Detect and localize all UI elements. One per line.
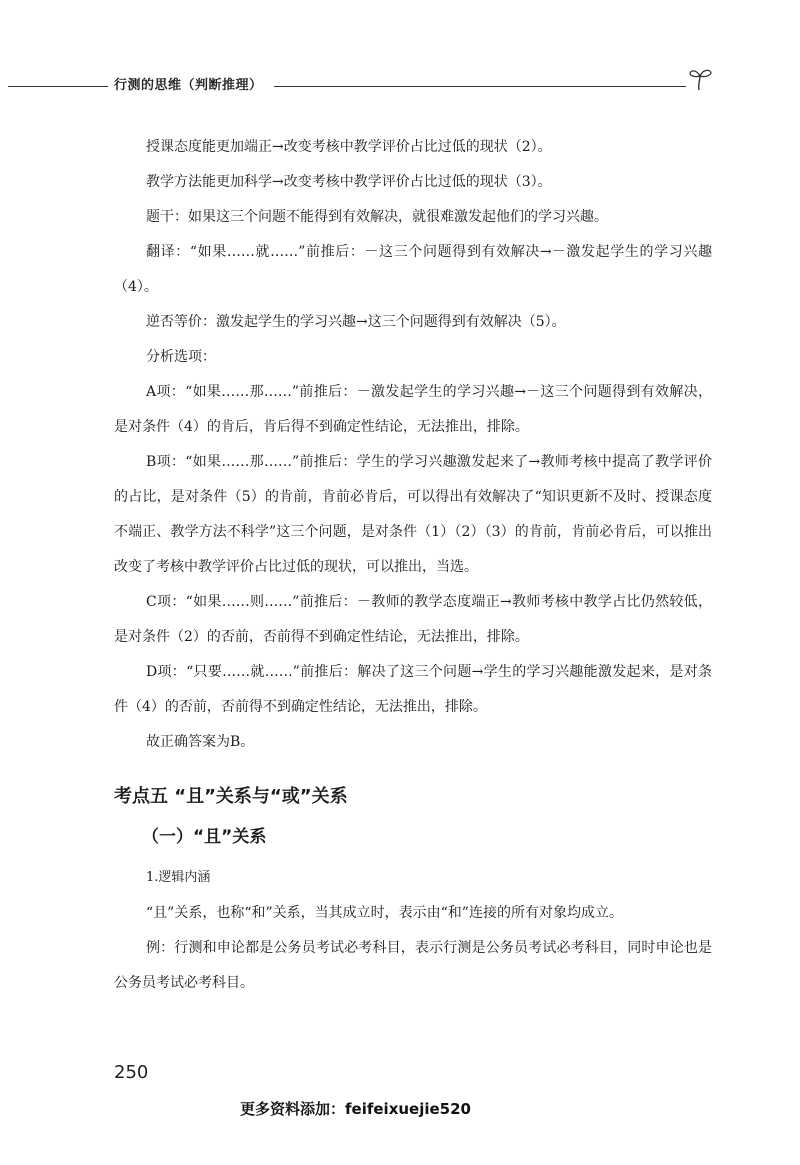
paragraph: 分析选项： bbox=[146, 349, 216, 365]
paragraph: 例：行测和申论都是公务员考试必考科目，表示行测是公务员考试必考科目，同时申论也是公务员考试必考科目。 bbox=[114, 940, 712, 991]
paragraph: 授课态度能更加端正→改变考核中教学评价占比过低的现状（2）。 bbox=[146, 139, 552, 155]
section-title: 考点五 “且”关系与“或”关系 bbox=[114, 786, 348, 807]
header-rule-left bbox=[8, 86, 108, 87]
paragraph: 逆否等价：激发起学生的学习兴趣→这三个问题得到有效解决（5）。 bbox=[146, 314, 566, 330]
page-header bbox=[0, 66, 800, 96]
footer-note-id: feifeixuejie520 bbox=[345, 1100, 471, 1118]
paragraph: 教学方法能更加科学→改变考核中教学评价占比过低的现状（3）。 bbox=[146, 174, 552, 190]
paragraph: 翻译：“如果……就……”前推后：－这三个问题得到有效解决→－激发起学生的学习兴趣（4）。 bbox=[114, 244, 712, 295]
running-title: 行测的思维（判断推理） bbox=[114, 78, 263, 93]
option-b: B项：“如果……那……”前推后：学生的学习兴趣激发起来了→教师考核中提高了教学评价的占比，是对条件（5）的肯前，肯前必肯后，可以得出有效解决了“知识更新不及时、授课态度不端正、教学方法不科学”这三个问题，是对条件（1）（2）（3）的肯前，肯前必肯后，可以推出改变了考核中教学评价占比过低的现状，可以推出，当选。 bbox=[114, 454, 712, 575]
paragraph: “且”关系，也称“和”关系，当其成立时，表示由“和”连接的所有对象均成立。 bbox=[146, 905, 623, 921]
option-a: A项：“如果……那……”前推后：－激发起学生的学习兴趣→－这三个问题得到有效解决，是对条件（4）的肯后，肯后得不到确定性结论，无法推出，排除。 bbox=[114, 384, 712, 435]
header-rule-right bbox=[274, 86, 686, 87]
sprout-icon bbox=[686, 66, 714, 92]
page-number: 250 bbox=[114, 1062, 149, 1083]
footer-note bbox=[240, 1098, 471, 1119]
answer: 故正确答案为B。 bbox=[146, 734, 255, 750]
option-d: D项：“只要……就……”前推后：解决了这三个问题→学生的学习兴趣能激发起来，是对条件（4）的否前，否前得不到确定性结论，无法推出，排除。 bbox=[114, 664, 712, 715]
option-c: C项：“如果……则……”前推后：－教师的教学态度端正→教师考核中教学占比仍然较低，是对条件（2）的否前，否前得不到确定性结论，无法推出，排除。 bbox=[114, 594, 712, 645]
page-body bbox=[114, 130, 712, 1001]
subsection-heading: 1.逻辑内涵 bbox=[146, 870, 211, 885]
footer-note-label: 更多资料添加： bbox=[240, 1100, 346, 1118]
paragraph: 题干：如果这三个问题不能得到有效解决，就很难激发起他们的学习兴趣。 bbox=[146, 209, 608, 225]
section-subtitle: （一）“且”关系 bbox=[142, 827, 267, 847]
